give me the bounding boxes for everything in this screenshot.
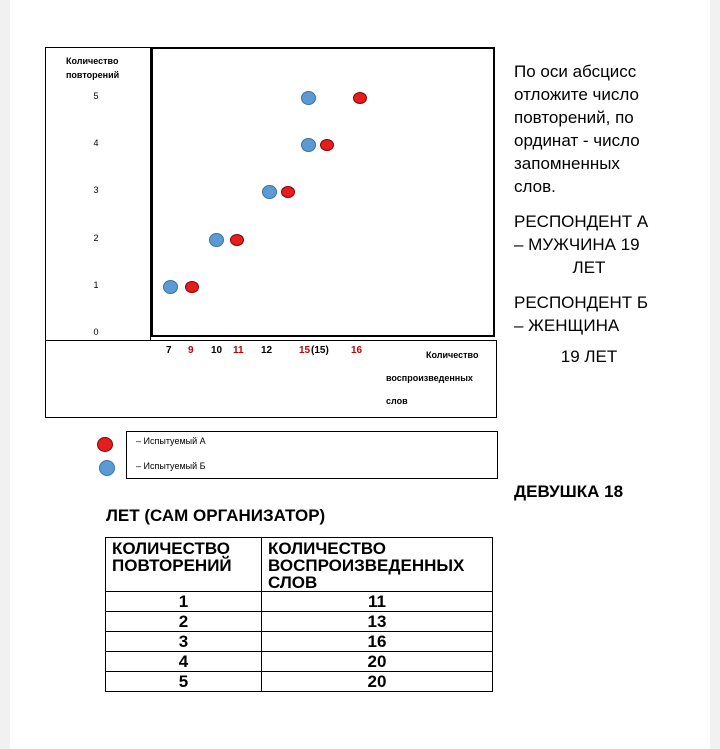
instruction-line: повторений, по [514, 108, 634, 127]
point-subject-b [301, 138, 316, 152]
legend-dot-a [97, 437, 113, 452]
x-tick-label: (15) [311, 345, 329, 356]
respondent-b-line: РЕСПОНДЕНТ Б [514, 293, 649, 312]
header-text: ВОСПРОИЗВЕДЕННЫХ [268, 556, 465, 575]
point-subject-a [230, 234, 244, 246]
cell-repetitions: 1 [106, 592, 262, 612]
girl-heading-line2: ЛЕТ (САМ ОРГАНИЗАТОР) [106, 506, 326, 525]
instruction-text [514, 60, 640, 198]
x-tick-label: 12 [261, 345, 273, 356]
header-repetitions [106, 538, 262, 592]
cell-repetitions: 5 [106, 672, 262, 692]
point-subject-b [209, 233, 224, 247]
cell-words: 20 [262, 652, 493, 672]
instruction-line: По оси абсцисс [514, 62, 637, 81]
y-tick-label: 5 [93, 91, 99, 101]
x-tick-label: 7 [166, 345, 172, 356]
respondent-b-text [514, 291, 674, 368]
x-tick-label: 10 [211, 345, 223, 356]
cell-repetitions: 3 [106, 632, 262, 652]
table-row [106, 672, 493, 692]
y-axis-label-text: Количество повторений [66, 56, 120, 80]
header-words [262, 538, 493, 592]
cell-words: 13 [262, 612, 493, 632]
x-tick-label: 16 [351, 345, 363, 356]
results-table [105, 537, 493, 692]
table-row [106, 632, 493, 652]
y-tick-label: 0 [93, 327, 99, 337]
x-tick-label: 15 [299, 345, 311, 356]
legend-label-b: – Испытуемый Б [136, 461, 206, 471]
cell-repetitions: 2 [106, 612, 262, 632]
respondent-a-line: ЛЕТ [572, 258, 606, 277]
x-axis-label [386, 344, 506, 413]
plot-area [151, 47, 495, 337]
page-edge-right [710, 0, 720, 749]
page-edge-left [0, 0, 10, 749]
header-text: КОЛИЧЕСТВО [112, 539, 230, 558]
point-subject-b [301, 91, 316, 105]
table-row [106, 612, 493, 632]
legend-dot-b [99, 460, 115, 476]
respondent-b-line: 19 ЛЕТ [560, 347, 618, 366]
table-header-row [106, 538, 493, 592]
x-axis-label-line1: Количество [426, 350, 479, 360]
respondent-a-line: – МУЖЧИНА 19 [514, 235, 640, 254]
girl-heading-line1: ДЕВУШКА 18 [514, 482, 624, 501]
y-axis-label [66, 54, 146, 82]
cell-words: 20 [262, 672, 493, 692]
header-text: ПОВТОРЕНИЙ [112, 556, 232, 575]
cell-repetitions: 4 [106, 652, 262, 672]
y-tick-label: 3 [93, 185, 99, 196]
y-tick-label: 2 [93, 232, 99, 243]
respondent-b-line: – ЖЕНЩИНА [514, 316, 620, 335]
instruction-line: слов. [514, 177, 556, 196]
table-row [106, 652, 493, 672]
point-subject-b [262, 185, 277, 199]
table-row [106, 592, 493, 612]
point-subject-b [163, 280, 178, 294]
instruction-line: ординат - число [514, 131, 640, 150]
cell-words: 11 [262, 592, 493, 612]
cell-words: 16 [262, 632, 493, 652]
y-tick-label: 1 [93, 279, 99, 290]
point-subject-a [185, 281, 199, 293]
respondent-a-line: РЕСПОНДЕНТ А [514, 212, 649, 231]
x-tick-label: 9 [188, 345, 194, 356]
instruction-line: отложите число [514, 85, 639, 104]
y-tick-label: 4 [93, 138, 99, 149]
x-axis-label-line3: слов [386, 396, 408, 406]
point-subject-a [353, 92, 367, 104]
x-tick-label: 11 [233, 345, 244, 356]
header-text: КОЛИЧЕСТВО [268, 539, 386, 558]
legend-label-a: – Испытуемый А [136, 436, 206, 446]
x-axis-label-line2: воспроизведенных [386, 373, 473, 383]
header-text: СЛОВ [268, 573, 318, 592]
instruction-line: запомненных [514, 154, 620, 173]
respondent-a-text [514, 210, 674, 279]
